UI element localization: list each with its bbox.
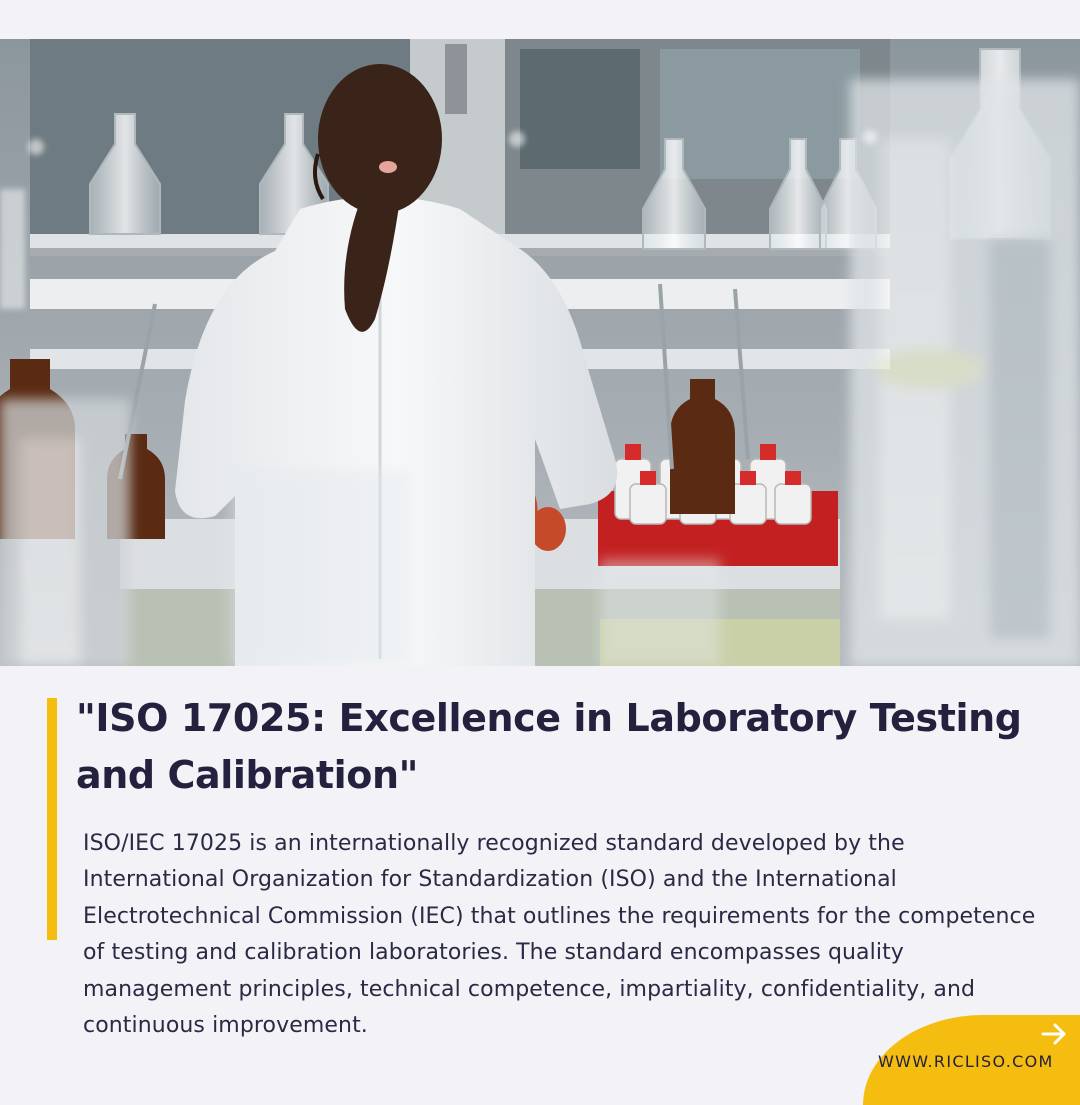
accent-bar <box>47 698 57 940</box>
headline: "ISO 17025: Excellence in Laboratory Testing and Calibration" <box>76 696 1022 797</box>
lab-photo <box>0 39 1080 666</box>
lab-photo-illustration <box>0 39 1080 666</box>
body-paragraph: ISO/IEC 17025 is an internationally recognized standard developed by the International Organization for Standardization (ISO) and the International Electrotechnical Commission (IEC) that outlines the requirements for the competence of testing and calibration laboratories. The standard encompasses quality management principles, technical competence, impartiality, confidentiality, and continuous improvement. <box>83 831 1036 1039</box>
website-url[interactable]: WWW.RICLISO.COM <box>878 1052 1054 1071</box>
arrow-right-icon[interactable] <box>1040 1020 1068 1048</box>
